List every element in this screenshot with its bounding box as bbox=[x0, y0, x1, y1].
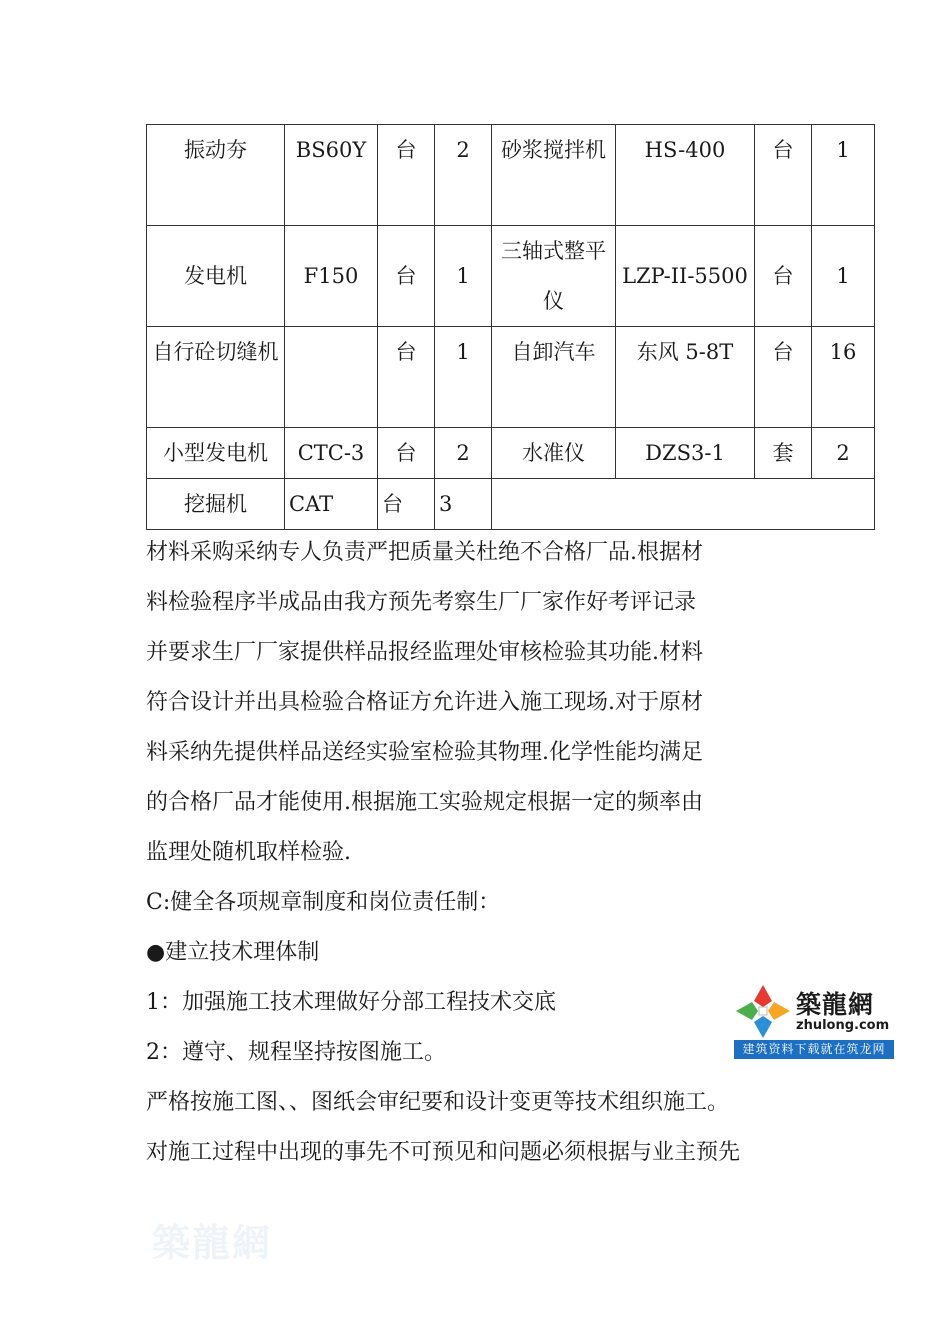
watermark-logo: 築龍網 bbox=[152, 1220, 273, 1265]
list-item: 2：遵守、规程坚持按图施工。 bbox=[146, 1040, 446, 1065]
table-cell: 台 bbox=[755, 226, 812, 327]
table-cell: 挖掘机 bbox=[147, 479, 285, 530]
table-cell: 台 bbox=[378, 125, 435, 226]
paragraph-line: 并要求生厂厂家提供样品报经监理处审核检验其功能.材料 bbox=[146, 640, 703, 665]
document-body bbox=[146, 528, 796, 1178]
table-cell: 砂浆搅拌机 bbox=[492, 125, 616, 226]
table-row bbox=[147, 125, 875, 226]
paragraph-line: 的合格厂品才能使用.根据施工实验规定根据一定的频率由 bbox=[146, 790, 703, 815]
logo-header bbox=[734, 983, 894, 1040]
table-cell: DZS3-1 bbox=[616, 428, 755, 479]
table-cell: 1 bbox=[812, 226, 875, 327]
table-cell: 2 bbox=[812, 428, 875, 479]
table-cell: 台 bbox=[755, 327, 812, 428]
paragraph-line: 料检验程序半成品由我方预先考察生厂厂家作好考评记录 bbox=[146, 590, 697, 615]
bullet-heading: ●建立技术理体制 bbox=[146, 940, 320, 965]
table-cell: 台 bbox=[378, 327, 435, 428]
table-cell: 自行砼切缝机 bbox=[147, 327, 285, 428]
table-cell: F150 bbox=[285, 226, 378, 327]
section-heading: C:健全各项规章制度和岗位责任制： bbox=[146, 890, 501, 915]
logo-domain: zhulong.com bbox=[796, 1018, 890, 1033]
table-cell: 台 bbox=[755, 125, 812, 226]
table-cell: CAT bbox=[285, 479, 378, 530]
table-cell: 1 bbox=[812, 125, 875, 226]
table-cell: CTC-3 bbox=[285, 428, 378, 479]
table-row bbox=[147, 428, 875, 479]
table-cell: 台 bbox=[378, 226, 435, 327]
paragraph-line: 料采纳先提供样品送经实验室检验其物理.化学性能均满足 bbox=[146, 740, 703, 765]
table-cell bbox=[285, 327, 378, 428]
paragraph-line: 材料采购采纳专人负责严把质量关杜绝不合格厂品.根据材 bbox=[146, 540, 703, 565]
table-cell: 自卸汽车 bbox=[492, 327, 616, 428]
table-cell: 2 bbox=[435, 428, 492, 479]
logo-title-cn: 築龍網 bbox=[796, 990, 875, 1019]
table-row bbox=[147, 327, 875, 428]
table-cell: 三轴式整平仪 bbox=[492, 226, 616, 327]
paragraph-line: 符合设计并出具检验合格证方允许进入施工现场.对于原材 bbox=[146, 690, 703, 715]
table-cell: 16 bbox=[812, 327, 875, 428]
table-row bbox=[147, 479, 875, 530]
table-cell: 2 bbox=[435, 125, 492, 226]
table-cell: 台 bbox=[378, 479, 435, 530]
table-cell: 1 bbox=[435, 226, 492, 327]
zhulong-logo bbox=[734, 983, 894, 1059]
table-cell: BS60Y bbox=[285, 125, 378, 226]
table-cell: HS-400 bbox=[616, 125, 755, 226]
table-cell: 水准仪 bbox=[492, 428, 616, 479]
table-cell: LZP-II-5500 bbox=[616, 226, 755, 327]
list-item: 1：加强施工技术理做好分部工程技术交底 bbox=[146, 990, 556, 1015]
table-cell: 台 bbox=[378, 428, 435, 479]
table-cell: 振动夯 bbox=[147, 125, 285, 226]
logo-slogan: 建筑资料下载就在筑龙网 bbox=[734, 1040, 894, 1059]
table-row bbox=[147, 226, 875, 327]
paragraph-line: 对施工过程中出现的事先不可预见和问题必须根据与业主预先 bbox=[146, 1140, 741, 1165]
table-cell: 套 bbox=[755, 428, 812, 479]
logo-mark-icon bbox=[734, 983, 794, 1040]
table-cell: 东风 5-8T bbox=[616, 327, 755, 428]
paragraph-line: 严格按施工图、、图纸会审纪要和设计变更等技术组织施工。 bbox=[146, 1090, 730, 1115]
table-cell: 小型发电机 bbox=[147, 428, 285, 479]
table-cell: 3 bbox=[435, 479, 492, 530]
equipment-table bbox=[146, 124, 875, 530]
table-cell: 发电机 bbox=[147, 226, 285, 327]
table-cell: 1 bbox=[435, 327, 492, 428]
table-cell-empty bbox=[492, 479, 875, 530]
paragraph-line: 监理处随机取样检验. bbox=[146, 840, 351, 865]
